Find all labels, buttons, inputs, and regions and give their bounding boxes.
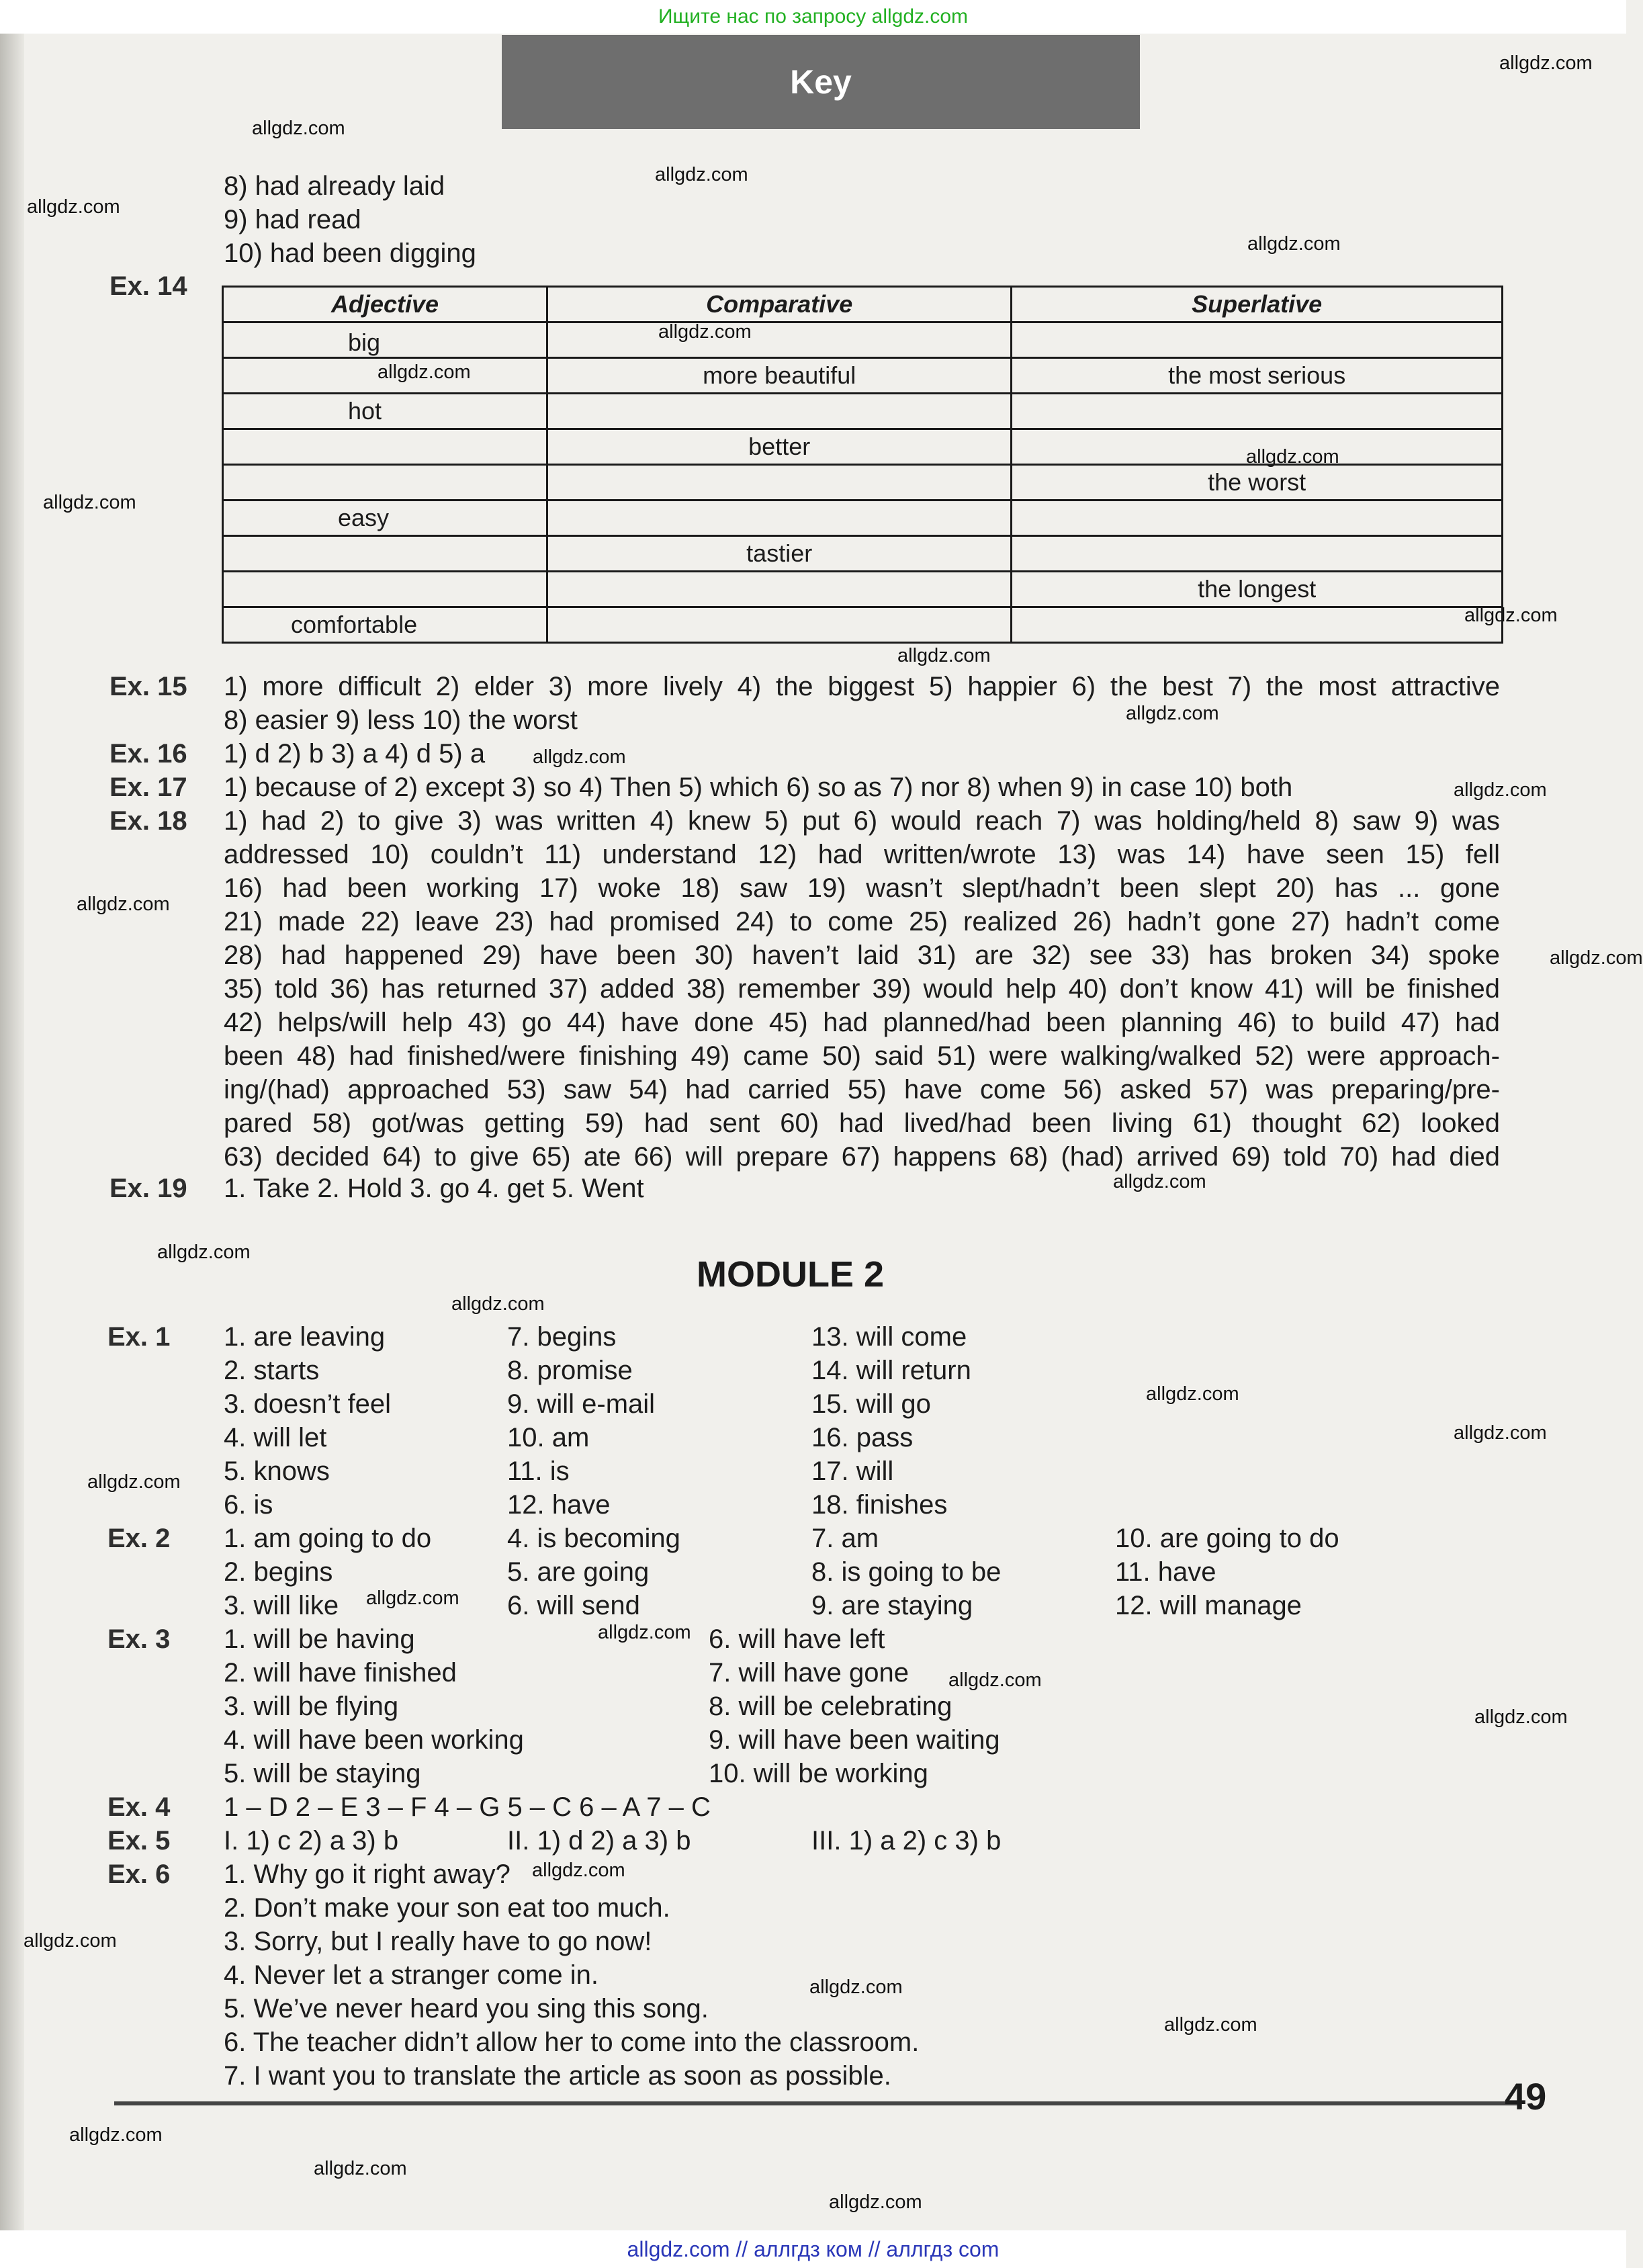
answer: 8. is going to be xyxy=(811,1557,1002,1587)
answer: 6. is xyxy=(224,1490,273,1520)
ex17-label: Ex. 17 xyxy=(109,773,187,802)
ex18-line: pared 58) got/was getting 59) had sent 60) had lived/had been living 61) thought 62) looked xyxy=(224,1108,1500,1138)
table-cell xyxy=(1012,322,1503,358)
answer: 16. pass xyxy=(811,1423,914,1452)
ex16-label: Ex. 16 xyxy=(109,739,187,769)
answer: III. 1) a 2) c 3) b xyxy=(811,1826,1002,1856)
table-cell: the most serious xyxy=(1012,358,1503,394)
ex13-line: 8) had already laid xyxy=(224,171,445,201)
header-adjective: Adjective xyxy=(223,287,547,322)
table-row xyxy=(223,607,1503,643)
watermark: allgdz.com xyxy=(378,361,471,383)
ex18-line: addressed 10) couldn’t 11) understand 12) had written/wrote 13) was 14) have seen 15) fell xyxy=(224,840,1500,869)
answer: 1. are leaving xyxy=(224,1322,386,1352)
table-cell: better xyxy=(547,429,1012,465)
answer: 4. will have been working xyxy=(224,1725,524,1755)
answer: 15. will go xyxy=(811,1389,931,1419)
answer: 7. will have gone xyxy=(709,1658,909,1688)
watermark: allgdz.com xyxy=(43,492,136,513)
answer: II. 1) d 2) a 3) b xyxy=(507,1826,691,1856)
table-row xyxy=(223,322,1503,358)
answer: 8. will be celebrating xyxy=(709,1692,952,1721)
page-number: 49 xyxy=(1505,2075,1547,2118)
ex18-line: 28) had happened 29) have been 30) haven’t laid 31) are 32) see 33) has broken 34) spoke xyxy=(224,941,1500,970)
watermark: allgdz.com xyxy=(1454,1422,1547,1444)
table-cell: comfortable xyxy=(223,607,547,643)
table-row xyxy=(223,358,1503,394)
table-row xyxy=(223,465,1503,500)
table-cell: big xyxy=(223,322,547,358)
ex18-line: 35) told 36) has returned 37) added 38) remember 39) would help 40) don’t know 41) will be finished xyxy=(224,974,1500,1004)
answer: 18. finishes xyxy=(811,1490,948,1520)
ex18-line: 1) had 2) to give 3) was written 4) knew 5) put 6) would reach 7) was holding/held 8) saw 9) was xyxy=(224,806,1500,836)
watermark: allgdz.com xyxy=(1126,703,1219,724)
ex18-line: 21) made 22) leave 23) had promised 24) to come 25) realized 26) hadn’t gone 27) hadn’t come xyxy=(224,907,1500,936)
answer: 1 – D 2 – E 3 – F 4 – G 5 – C 6 – A 7 – C xyxy=(224,1792,711,1822)
table-cell: easy xyxy=(223,500,547,536)
answer: 9. are staying xyxy=(811,1591,973,1620)
table-cell xyxy=(223,358,547,394)
ex18-line: 42) helps/will help 43) go 44) have done 45) had planned/had been planning 46) to build 47) had xyxy=(224,1008,1500,1037)
answer: 12. will manage xyxy=(1115,1591,1302,1620)
ex14-table xyxy=(222,286,1503,644)
answer: 7. I want you to translate the article as soon as possible. xyxy=(224,2061,891,2091)
answer: 4. Never let a stranger come in. xyxy=(224,1960,599,1990)
table-cell xyxy=(1012,536,1503,572)
answer: 11. have xyxy=(1115,1557,1216,1587)
watermark: allgdz.com xyxy=(24,1930,117,1952)
table-cell xyxy=(1012,607,1503,643)
watermark: allgdz.com xyxy=(157,1241,251,1263)
ex15-line: 1) more difficult 2) elder 3) more lively 4) the biggest 5) happier 6) the best 7) the most attractive xyxy=(224,672,1500,701)
ex18-line: been 48) had finished/were finishing 49) came 50) said 51) were walking/walked 52) were approach- xyxy=(224,1041,1500,1071)
answer: 12. have xyxy=(507,1490,611,1520)
table-cell xyxy=(223,429,547,465)
watermark: allgdz.com xyxy=(1454,779,1547,801)
table-row xyxy=(223,536,1503,572)
watermark: allgdz.com xyxy=(809,1976,903,1998)
watermark: allgdz.com xyxy=(1146,1383,1239,1405)
answer: 1. am going to do xyxy=(224,1524,432,1553)
answer: 2. will have finished xyxy=(224,1658,457,1688)
answer: 6. will send xyxy=(507,1591,640,1620)
answer: 5. are going xyxy=(507,1557,650,1587)
watermark: allgdz.com xyxy=(1499,52,1593,74)
answer: 2. starts xyxy=(224,1356,320,1385)
answer: 3. will be flying xyxy=(224,1692,399,1721)
ex14-label: Ex. 14 xyxy=(109,271,187,301)
watermark: allgdz.com xyxy=(1113,1171,1206,1192)
answer: 4. will let xyxy=(224,1423,327,1452)
answer: 3. Sorry, but I really have to go now! xyxy=(224,1927,652,1956)
answer: 1. Why go it right away? xyxy=(224,1860,510,1889)
watermark: allgdz.com xyxy=(948,1669,1042,1691)
table-cell: more beautiful xyxy=(547,358,1012,394)
table-cell xyxy=(1012,394,1503,429)
table-cell xyxy=(223,465,547,500)
ex16-text: 1) d 2) b 3) a 4) d 5) a xyxy=(224,739,486,769)
watermark: allgdz.com xyxy=(77,893,170,915)
watermark: allgdz.com xyxy=(87,1471,181,1493)
table-cell: the longest xyxy=(1012,572,1503,607)
table-cell xyxy=(1012,500,1503,536)
answer: 5. will be staying xyxy=(224,1759,421,1788)
answer: 9. will e-mail xyxy=(507,1389,656,1419)
answer: 2. begins xyxy=(224,1557,333,1587)
answer: 10. will be working xyxy=(709,1759,928,1788)
watermark: allgdz.com xyxy=(897,645,991,666)
answer: 17. will xyxy=(811,1456,894,1486)
book-spine-shadow xyxy=(0,34,24,2230)
watermark: allgdz.com xyxy=(69,2124,163,2146)
watermark: allgdz.com xyxy=(598,1622,691,1643)
watermark: allgdz.com xyxy=(1474,1706,1568,1728)
key-header: Key xyxy=(502,35,1140,129)
answer: 11. is xyxy=(507,1456,570,1486)
ex19-label: Ex. 19 xyxy=(109,1174,187,1203)
watermark: allgdz.com xyxy=(532,1860,625,1881)
ex18-line: 63) decided 64) to give 65) ate 66) will prepare 67) happens 68) (had) arrived 69) told 70) had died xyxy=(224,1142,1500,1172)
ex18-line: 16) had been working 17) woke 18) saw 19) wasn’t slept/hadn’t been slept 20) has ... gone xyxy=(224,873,1500,903)
ex13-line: 9) had read xyxy=(224,205,361,234)
answer: 10. are going to do xyxy=(1115,1524,1339,1553)
m2-ex1-label: Ex. 1 xyxy=(107,1322,171,1352)
top-banner[interactable]: Ищите нас по запросу allgdz.com xyxy=(0,0,1626,34)
ex15-line: 8) easier 9) less 10) the worst xyxy=(224,705,578,735)
table-row xyxy=(223,500,1503,536)
ex15-label: Ex. 15 xyxy=(109,672,187,701)
ex18-line: ing/(had) approached 53) saw 54) had carried 55) have come 56) asked 57) was preparing/pre- xyxy=(224,1075,1500,1104)
watermark: allgdz.com xyxy=(1164,2014,1257,2036)
answer: 3. will like xyxy=(224,1591,339,1620)
answer: 8. promise xyxy=(507,1356,633,1385)
table-cell xyxy=(547,572,1012,607)
watermark: allgdz.com xyxy=(451,1293,545,1315)
ex13-line: 10) had been digging xyxy=(224,238,476,268)
watermark: allgdz.com xyxy=(829,2191,922,2213)
table-cell xyxy=(1012,429,1503,465)
watermark: allgdz.com xyxy=(1550,947,1643,969)
m2-ex4-label: Ex. 4 xyxy=(107,1792,171,1822)
answer: 14. will return xyxy=(811,1356,971,1385)
watermark: allgdz.com xyxy=(366,1587,459,1609)
table-cell: the worst xyxy=(1012,465,1503,500)
answer: 9. will have been waiting xyxy=(709,1725,1000,1755)
m2-ex6-label: Ex. 6 xyxy=(107,1860,171,1889)
table-row xyxy=(223,572,1503,607)
table-row xyxy=(223,394,1503,429)
watermark: allgdz.com xyxy=(314,2158,407,2179)
watermark: allgdz.com xyxy=(655,164,748,185)
table-cell: tastier xyxy=(547,536,1012,572)
watermark: allgdz.com xyxy=(1246,446,1339,468)
answer: 1. will be having xyxy=(224,1624,415,1654)
watermark: allgdz.com xyxy=(1247,233,1341,255)
table-row xyxy=(223,429,1503,465)
answer: 7. am xyxy=(811,1524,879,1553)
watermark: allgdz.com xyxy=(1464,605,1558,626)
footer-rule xyxy=(114,2101,1518,2105)
answer: 7. begins xyxy=(507,1322,617,1352)
table-cell xyxy=(223,536,547,572)
answer: 13. will come xyxy=(811,1322,967,1352)
answer: 6. The teacher didn’t allow her to come into the classroom. xyxy=(224,2027,920,2057)
m2-ex5-label: Ex. 5 xyxy=(107,1826,171,1856)
ex19-text: 1. Take 2. Hold 3. go 4. get 5. Went xyxy=(224,1174,644,1203)
answer: 2. Don’t make your son eat too much. xyxy=(224,1893,670,1923)
table-cell xyxy=(547,607,1012,643)
watermark: allgdz.com xyxy=(658,321,752,343)
watermark: allgdz.com xyxy=(252,118,345,139)
answer: 4. is becoming xyxy=(507,1524,680,1553)
answer: 10. am xyxy=(507,1423,590,1452)
module-title: MODULE 2 xyxy=(697,1254,885,1295)
m2-ex3-label: Ex. 3 xyxy=(107,1624,171,1654)
table-cell: hot xyxy=(223,394,547,429)
answer: 6. will have left xyxy=(709,1624,885,1654)
table-cell xyxy=(547,500,1012,536)
answer: 5. We’ve never heard you sing this song. xyxy=(224,1994,709,2023)
table-cell xyxy=(223,572,547,607)
m2-ex2-label: Ex. 2 xyxy=(107,1524,171,1553)
answer: I. 1) c 2) a 3) b xyxy=(224,1826,399,1856)
bottom-banner[interactable]: allgdz.com // аллгдз ком // аллгдз com xyxy=(0,2230,1626,2268)
table-cell xyxy=(547,394,1012,429)
ex17-text: 1) because of 2) except 3) so 4) Then 5) which 6) so as 7) nor 8) when 9) in case 10) both xyxy=(224,773,1293,802)
header-comparative: Comparative xyxy=(547,287,1012,322)
header-superlative: Superlative xyxy=(1012,287,1503,322)
table-cell xyxy=(547,465,1012,500)
answer: 5. knows xyxy=(224,1456,330,1486)
table-cell xyxy=(547,322,1012,358)
ex18-label: Ex. 18 xyxy=(109,806,187,836)
answer: 3. doesn’t feel xyxy=(224,1389,392,1419)
watermark: allgdz.com xyxy=(533,746,626,768)
watermark: allgdz.com xyxy=(27,196,120,218)
